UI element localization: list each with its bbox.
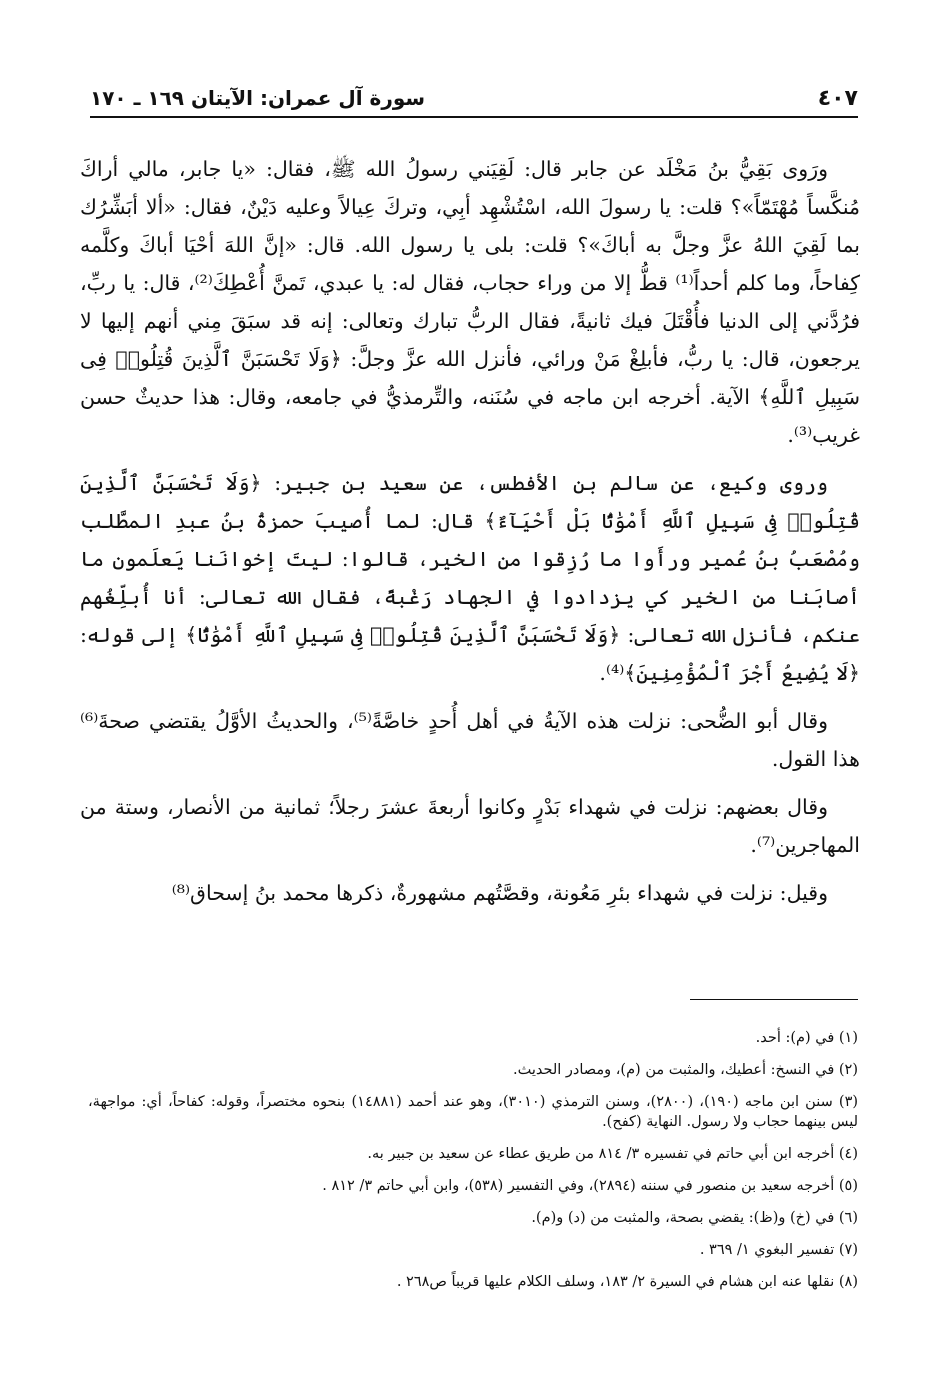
main-text <box>80 150 860 922</box>
page-number: ٤٠٧ <box>817 85 858 111</box>
footnote-2: (٢) في النسخ: أعطيك، والمثبت من (م)، ومصادر الحديث. <box>513 1062 858 1078</box>
footnote-6: (٦) في (خ) و(ظ): يقضي بصحة، والمثبت من (د) و(م). <box>531 1210 858 1226</box>
paragraph-jabir-hadith: ورَوى بَقِيُّ بنُ مَخْلَد عن جابر قال: لَقِيَني رسولُ الله ﷺ، فقال: «يا جابر، مالي أراكَ مُنكَّساً مُهْتَمّاً»؟ قلت: يا رسولَ الله، اسْتُشْهِد أبِي، وتركَ عِيالاً وعليه دَيْنٌ، فقال: «ألا أبَشِّرُك بما لَقِيَ اللهُ عزَّ وجلَّ به أباكَ»؟ قلت: بلى يا رسول الله. قال: «إنَّ اللهَ أحْيَا أباكَ وكلَّمه كِفاحاً، وما كلم أحداً⁽¹⁾ قطُّ إلا من وراء حجاب، فقال له: يا عبدي، تَمنَّ أُعْطِكَ⁽²⁾، قال: يا ربِّ، فرُدَّني إلى الدنيا فأُقْتَلَ فيك ثانيةً، فقال الربُّ تبارك وتعالى: إنه قد سبَقَ مِني أنهم إليها لا يرجعون، قال: يا ربُّ، فأبلِغْ مَنْ ورائي، فأنزل الله عزَّ وجلَّ: ﴿وَلَا تَحْسَبَنَّ ٱلَّذِينَ قُتِلُوا۟ فِى سَبِيلِ ٱللَّهِ﴾ الآية. أخرجه ابن ماجه في سُنَنه، والتِّرمذيُّ في جامعه، وقال: هذا حديثٌ حسن غريب⁽³⁾. <box>80 157 860 447</box>
footnote-7: (٧) تفسير البغوي ١/ ٣٦٩ . <box>699 1242 858 1258</box>
footnote-4: (٤) أخرجه ابن أبي حاتم في تفسيره ٣/ ٨١٤ من طريق عطاء عن سعيد بن جبير به. <box>367 1146 858 1162</box>
footnote-3: (٣) سنن ابن ماجه (١٩٠)، (٢٨٠٠)، وسنن الترمذي (٣٠١٠)، وهو عند أحمد (١٤٨٨١) بنحوه مختصراً، وقوله: كفاحاً، أي: مواجهة، ليس بينهما حجاب ولا رسول. النهاية (كفح). <box>88 1094 859 1130</box>
running-header <box>90 80 858 118</box>
surah-title: سورة آل عمران: الآيتان ١٦٩ ـ ١٧٠ <box>90 86 426 110</box>
footnotes <box>88 1028 858 1304</box>
paragraph-badr: وقال بعضهم: نزلت في شهداء بَدْرٍ وكانوا أربعةَ عشرَ رجلاً؛ ثمانية من الأنصار، وستة من المهاجرين⁽⁷⁾. <box>80 795 860 857</box>
footnote-separator <box>690 999 858 1000</box>
footnote-1: (١) في (م): أحد. <box>755 1030 858 1046</box>
footnote-5: (٥) أخرجه سعيد بن منصور في سننه (٢٨٩٤)، وفي التفسير (٥٣٨)، وابن أبي حاتم ٣/ ٨١٢ . <box>322 1178 858 1194</box>
paragraph-bir-maunah: وقيل: نزلت في شهداء بئرِ مَعُونة، وقصَّتُهم مشهورةٌ، ذكرها محمد بنُ إسحاق⁽⁸⁾ <box>171 881 828 905</box>
footnote-8: (٨) نقلها عنه ابن هشام في السيرة ٢/ ١٨٣، وسلف الكلام عليها قريباً ص٢٦٨ . <box>396 1274 858 1290</box>
paragraph-abu-duha: وقال أبو الضُّحى: نزلت هذه الآيةُ في أهل أُحدٍ خاصَّةً⁽⁵⁾، والحديثُ الأوَّلُ يقتضي صحةَ⁽⁶⁾ هذا القول. <box>80 709 860 771</box>
paragraph-waki-narration: وروى وكيع، عن سالم بن الأفطس، عن سعيد بن جبير: ﴿وَلَا تَحْسَبَنَّ ٱلَّذِينَ قُتِلُوا۟ فِى سَبِيلِ ٱللَّهِ أَمْوَٰتًۢا بَلْ أَحْيَآءٌ﴾ قال: لما أُصيبَ حمزةُ بنُ عبدِ المطَّلب ومُصْعَبُ بنُ عُمير ورأَوا ما رُزِقوا من الخير، قالوا: ليتَ إخوانَنا يَعلَمون ما أصابَنا من الخير كي يزدادوا في الجهاد رَغْبةً، فقال الله تعالى: أنا أُبلِّغُهم عنكم، فأنزل الله تعالى: ﴿وَلَا تَحْسَبَنَّ ٱلَّذِينَ قُتِلُوا۟ فِى سَبِيلِ ٱللَّهِ أَمْوَٰتًۢا﴾ إلى قوله: ﴿لَا يُضِيعُ أَجْرَ ٱلْمُؤْمِنِينَ﴾⁽⁴⁾. <box>80 471 860 685</box>
